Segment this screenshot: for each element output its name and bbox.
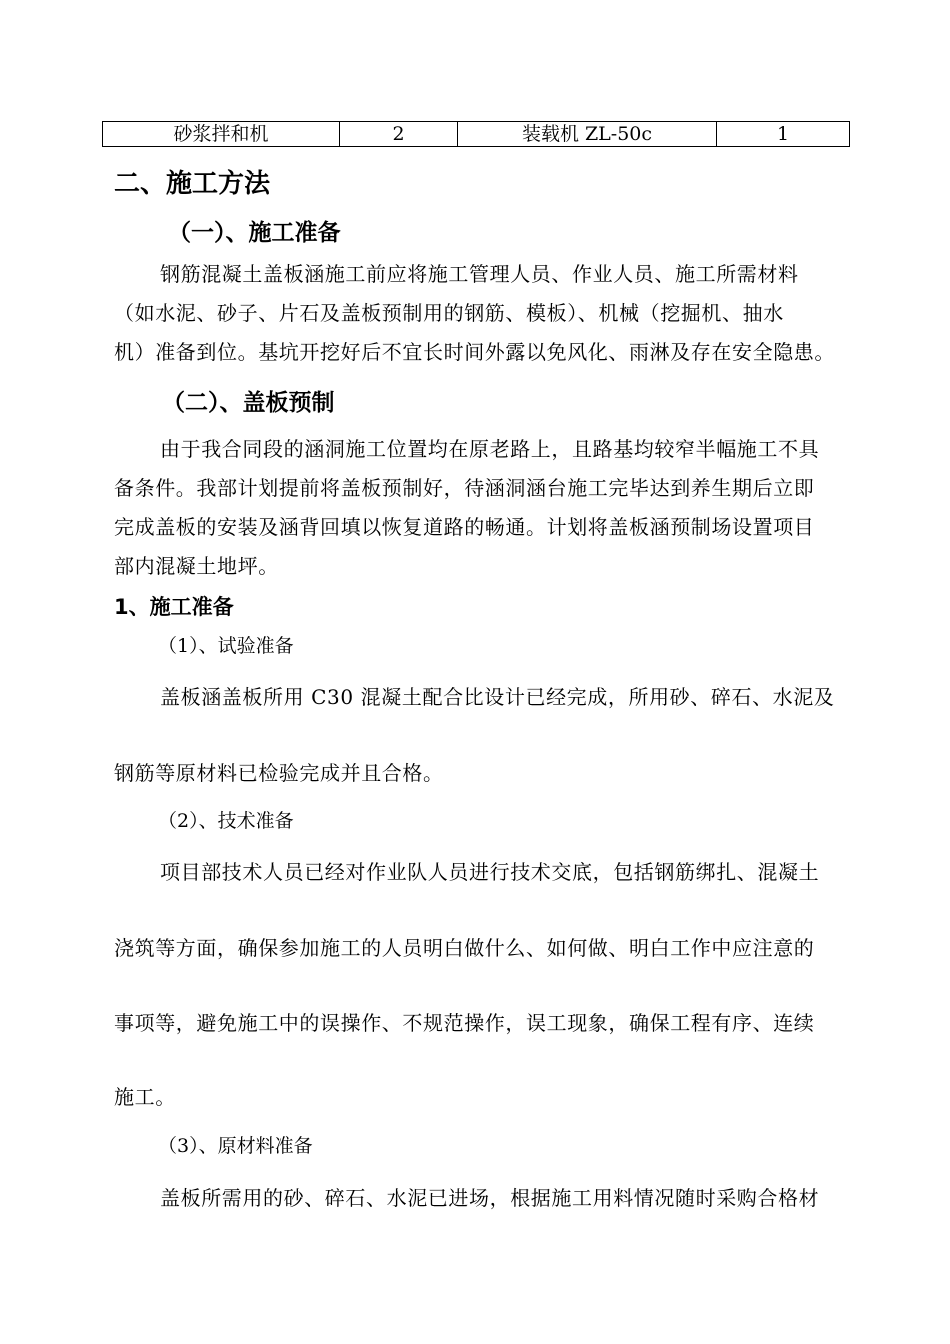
paragraph-line: 完成盖板的安装及涵背回填以恢复道路的畅通。计划将盖板涵预制场设置项目: [114, 515, 815, 539]
paragraph-line: 事项等，避免施工中的误操作、不规范操作，误工现象，确保工程有序、连续: [114, 1011, 815, 1035]
subsection-heading-prep: （一）、施工准备: [168, 220, 341, 246]
paragraph-line: 盖板所需用的砂、碎石、水泥已进场，根据施工用料情况随时采购合格材: [160, 1186, 820, 1210]
table-cell: 装载机 ZL-50c: [458, 122, 717, 147]
paragraph-line: 机）准备到位。基坑开挖好后不宜长时间外露以免风化、雨淋及存在安全隐患。: [114, 340, 835, 364]
table-cell: 1: [717, 122, 850, 147]
heading-construction-prep: 1、施工准备: [114, 595, 234, 619]
subsection-heading-precast: （二）、盖板预制: [162, 390, 335, 416]
table-cell: 砂浆拌和机: [103, 122, 340, 147]
paragraph-line: 浇筑等方面，确保参加施工的人员明白做什么、如何做、明白工作中应注意的: [114, 936, 815, 960]
paragraph-line: （如水泥、砂子、片石及盖板预制用的钢筋、模板）、机械（挖掘机、抽水: [114, 301, 784, 325]
paragraph-line: 钢筋等原材料已检验完成并且合格。: [114, 761, 444, 785]
paragraph-line: 盖板涵盖板所用 C30 混凝土配合比设计已经完成，所用砂、碎石、水泥及: [160, 685, 835, 709]
paragraph-line: 项目部技术人员已经对作业队人员进行技术交底，包括钢筋绑扎、混凝土: [160, 860, 820, 884]
paragraph-line: 备条件。我部计划提前将盖板预制好，待涵洞涵台施工完毕达到养生期后立即: [114, 476, 815, 500]
table-cell: 2: [340, 122, 458, 147]
table-row: [103, 122, 850, 147]
section-title: 二、施工方法: [114, 169, 271, 199]
heading-tech-prep: （2）、技术准备: [158, 810, 294, 832]
paragraph-line: 部内混凝土地坪。: [114, 554, 279, 578]
heading-materials-prep: （3）、原材料准备: [158, 1135, 313, 1157]
paragraph-line: 由于我合同段的涵洞施工位置均在原老路上，且路基均较窄半幅施工不具: [160, 437, 820, 461]
paragraph-line: 钢筋混凝土盖板涵施工前应将施工管理人员、作业人员、施工所需材料: [160, 262, 799, 286]
heading-test-prep: （1）、试验准备: [158, 635, 294, 657]
paragraph-line: 施工。: [114, 1085, 176, 1109]
equipment-table: [102, 121, 850, 147]
